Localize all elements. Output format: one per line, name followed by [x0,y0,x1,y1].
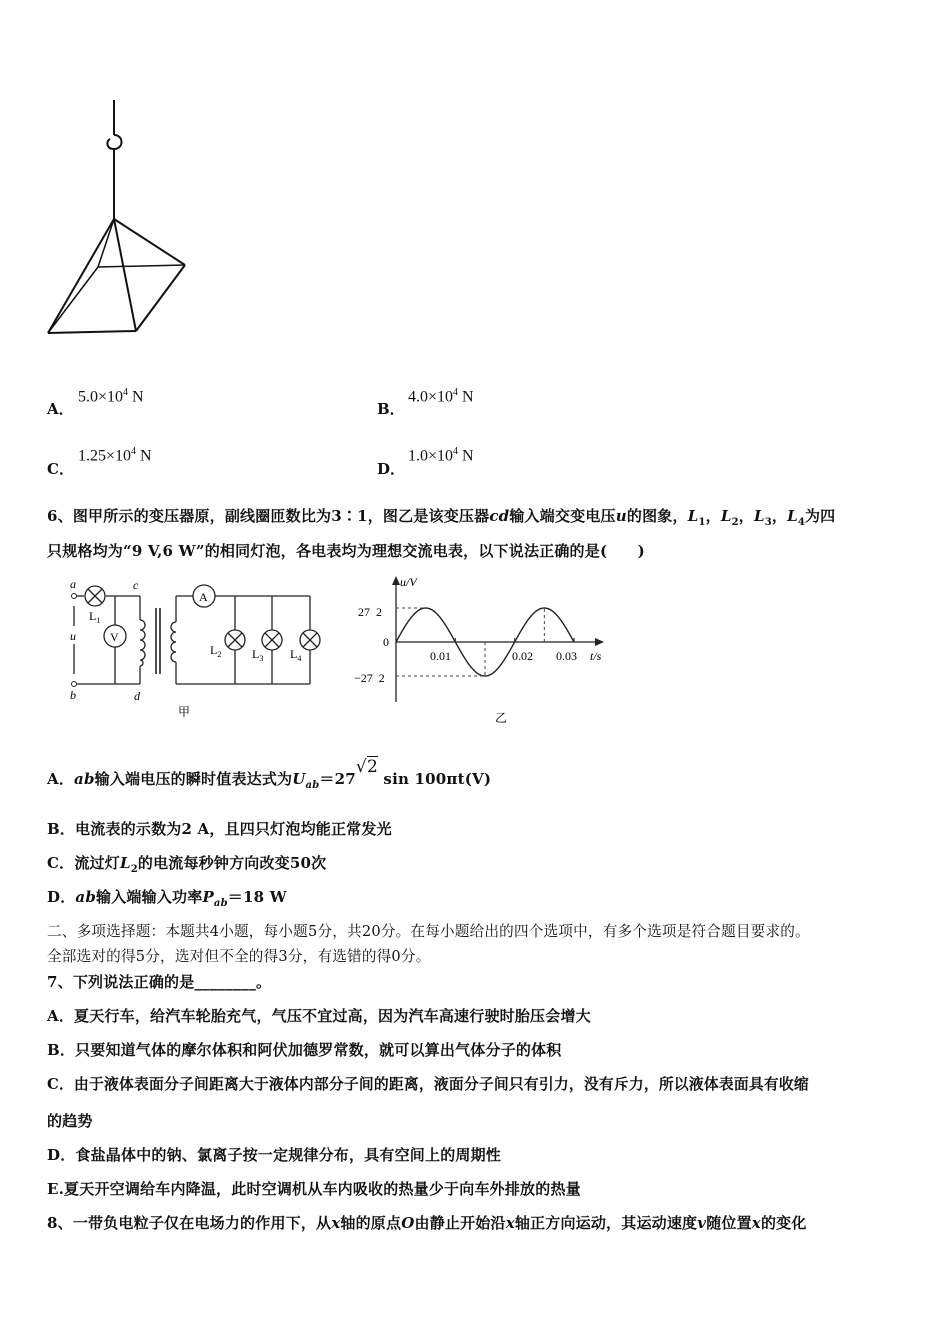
q7-stem: 7、下列说法正确的是________。 [47,973,272,991]
q6-stem-line2: 只规格均为“9 V,6 W”的相同灯泡，各电表均为理想交流电表，以下说法正确的是( ) [47,542,645,560]
q7-option-c-line2: 的趋势 [47,1112,93,1130]
voltage-u-label: u [70,629,76,643]
terminal-c-label: c [133,578,139,592]
lamp-l3-label: $L_3$ [252,647,264,663]
y-tick-zero: 0 [383,635,389,649]
figure-caption-yi: 乙 [495,711,508,725]
option-b-value: $4.0\times 10^4$ N [408,387,474,406]
terminal-a-label: a [70,578,76,591]
q6-option-d: D．ab输入端输入功率$P_{ab}=18$ W [47,888,287,909]
voltmeter-label: V [110,630,119,644]
section2-instruction-line1: 二、多项选择题：本题共4小题，每小题5分，共20分。在每小题给出的四个选项中，有多个选项是符合题目要求的。 [47,923,810,940]
option-c-letter: C． [47,460,74,478]
terminal-d-label: d [134,689,140,703]
voltage-sine-chart [340,572,620,727]
x-tick-0-02: 0.02 [512,649,533,663]
q6-option-b: B．电流表的示数为2 A，且四只灯泡均能正常发光 [47,820,392,838]
q7-option-e: E.夏天开空调给车内降温，此时空调机从车内吸收的热量少于向车外排放的热量 [47,1180,581,1198]
x-tick-0-03: 0.03 [556,649,577,663]
q6-option-a: A．ab输入端电压的瞬时值表达式为$U_{ab}=27√2$ sin 100πt(V) [47,757,492,791]
y-tick-min: −27 2 [354,671,385,685]
q7-option-c-line1: C．由于液体表面分子间距离大于液体内部分子间的距离，液面分子间只有引力，没有斥力，所以液体表面具有收缩 [47,1076,809,1093]
figure-caption-jia: 甲 [178,705,191,719]
x-tick-0-01: 0.01 [430,649,451,663]
q7-option-a: A．夏天行车，给汽车轮胎充气，气压不宜过高，因为汽车高速行驶时胎压会增大 [47,1007,591,1025]
q7-option-b: B．只要知道气体的摩尔体积和阿伏加德罗常数，就可以算出气体分子的体积 [47,1041,562,1059]
q6-option-c: C．流过灯$L_2$的电流每秒钟方向改变50次 [47,854,327,875]
lamp-l2-label: $L_2$ [210,643,222,659]
terminal-b-label: b [70,688,76,702]
q6-stem-line1: 6、图甲所示的变压器原，副线圈匝数比为3∶1，图乙是该变压器cd输入端交变电压u的图象，$L_1$，$L_2$，$L_3$，$L_4$为四 [47,507,836,528]
q7-option-d: D．食盐晶体中的钠、氯离子按一定规律分布，具有空间上的周期性 [47,1146,502,1164]
option-a-letter: A． [47,400,74,418]
x-axis-label: t/s [590,649,602,663]
ammeter-label: A [199,590,208,604]
y-tick-max: 27 2 [358,605,382,619]
option-b-letter: B． [377,400,405,418]
pyramid-hanging-figure [40,95,200,345]
section2-instruction-line2: 全部选对的得5分，选对但不全的得3分，有选错的得0分。 [47,948,431,965]
lamp-l4-label: $L_4$ [290,647,302,663]
transformer-circuit-diagram [60,578,330,723]
option-d-letter: D． [377,460,406,478]
option-a-value: $5.0\times 10^4$ N [78,387,144,406]
option-d-value: $1.0\times 10^4$ N [408,446,474,465]
option-c-value: $1.25\times 10^4$ N [78,446,152,465]
lamp-l1-label: $L_1$ [89,609,101,625]
q8-stem: 8、一带负电粒子仅在电场力的作用下，从x轴的原点O由静止开始沿x轴正方向运动，其运动速度v随位置x的变化 [47,1214,807,1232]
y-axis-label: u/V [400,575,417,589]
